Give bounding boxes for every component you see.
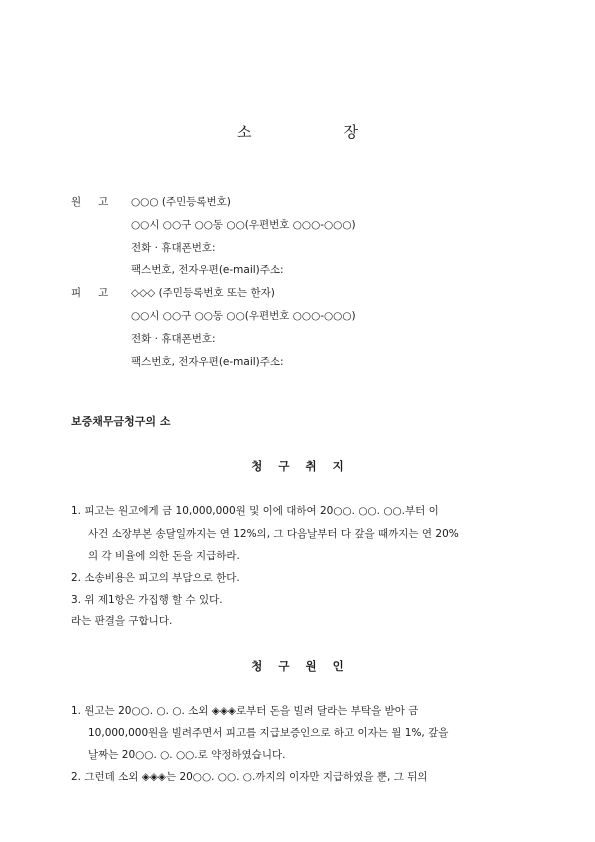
claim-purpose-line: 3. 위 제1항은 가집행 할 수 있다.	[71, 594, 223, 606]
defendant-phone: 전화 · 휴대폰번호:	[131, 333, 216, 345]
claim-purpose-line: 라는 판결을 구합니다.	[71, 615, 173, 627]
claim-cause-heading: 청 구 원 인	[251, 659, 344, 673]
claim-purpose-line: 의 각 비율에 의한 돈을 지급하라.	[88, 550, 240, 562]
defendant-address: ○○시 ○○구 ○○동 ○○(우편번호 ○○○-○○○)	[131, 310, 356, 322]
title-char-1: 소	[237, 123, 252, 141]
claim-cause-line: 10,000,000원을 빌려주면서 피고를 지급보증인으로 하고 이자는 월 1%, 갚을	[88, 727, 449, 739]
plaintiff-fax-email: 팩스번호, 전자우편(e-mail)주소:	[131, 264, 284, 276]
plaintiff-label: 원 고	[71, 196, 109, 208]
claim-cause-line: 날짜는 20○○. ○. ○○.로 약정하였습니다.	[88, 749, 286, 761]
plaintiff-address: ○○시 ○○구 ○○동 ○○(우편번호 ○○○-○○○)	[131, 219, 356, 231]
claim-purpose-line: 2. 소송비용은 피고의 부담으로 한다.	[71, 572, 240, 584]
case-title: 보증채무금청구의 소	[71, 415, 171, 428]
document-title	[0, 121, 595, 142]
claim-purpose-line: 1. 피고는 원고에게 금 10,000,000원 및 이에 대하여 20○○. ○○. ○○.부터 이	[71, 505, 439, 517]
defendant-label: 피 고	[71, 287, 109, 299]
claim-purpose-heading: 청 구 취 지	[251, 459, 344, 473]
defendant-name: ◇◇◇ (주민등록번호 또는 한자)	[131, 287, 275, 299]
claim-purpose-line: 사건 소장부본 송달일까지는 연 12%의, 그 다음날부터 다 갚을 때까지는 연 20%	[88, 528, 459, 540]
title-char-2: 장	[343, 123, 358, 141]
plaintiff-phone: 전화 · 휴대폰번호:	[131, 242, 216, 254]
defendant-fax-email: 팩스번호, 전자우편(e-mail)주소:	[131, 356, 284, 368]
claim-cause-line: 1. 원고는 20○○. ○. ○. 소외 ◈◈◈로부터 돈을 빌려 달라는 부탁을 받아 금	[71, 705, 419, 717]
claim-cause-line: 2. 그런데 소외 ◈◈◈는 20○○. ○○. ○.까지의 이자만 지급하였을 뿐, 그 뒤의	[71, 771, 428, 783]
plaintiff-name: ○○○ (주민등록번호)	[131, 196, 231, 208]
